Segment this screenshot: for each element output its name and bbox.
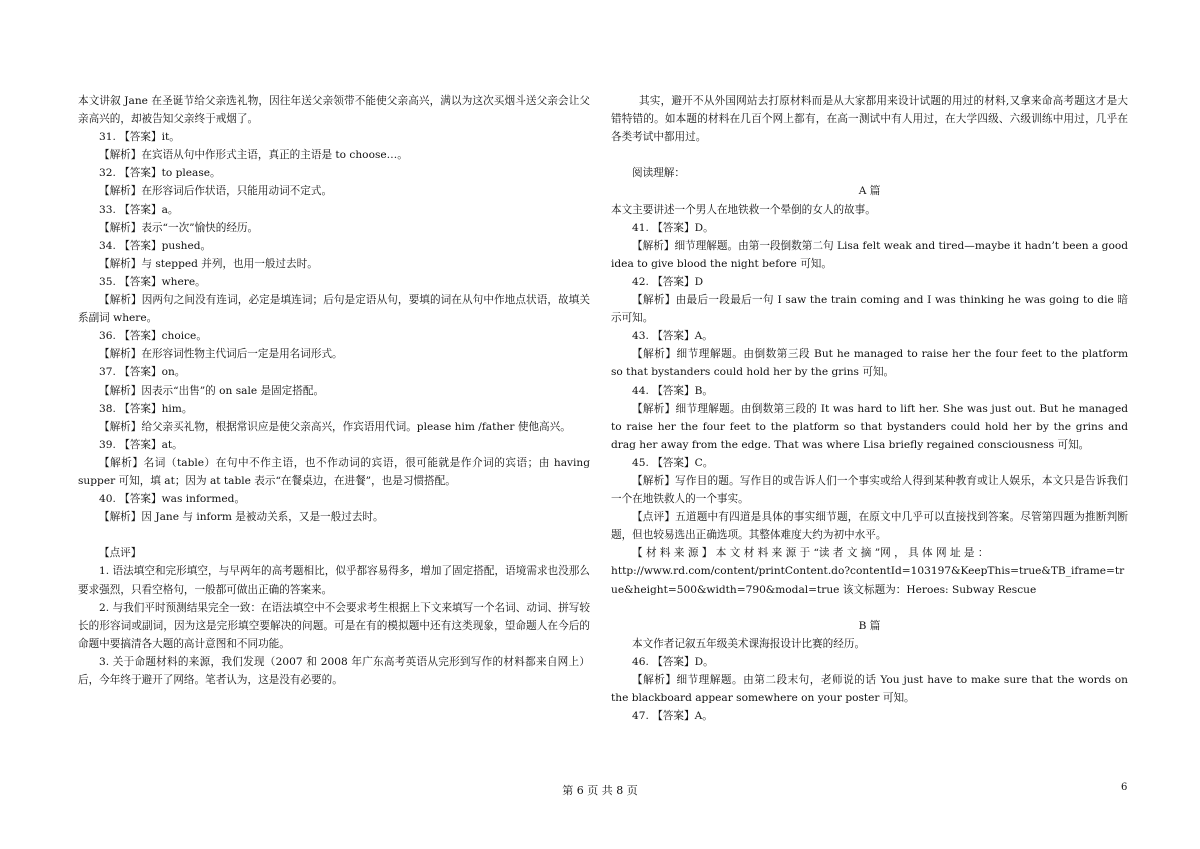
section-a-summary: 本文主要讲述一个男人在地铁救一个晕倒的女人的故事。 xyxy=(611,203,876,216)
section-b-title: B 篇 xyxy=(858,619,881,632)
answer-45: 45. 【答案】C。 xyxy=(632,456,714,469)
reading-heading: 阅读理解： xyxy=(632,167,685,180)
source-url-text: http://www.rd.com/content/printContent.do?contentId=103197&KeepThis=true&TB_iframe=true&height=500&width=790&modal=true xyxy=(611,565,1125,596)
analysis-34: 【解析】与 stepped 并列，也用一般过去时。 xyxy=(99,257,318,270)
material-source-url xyxy=(611,562,1128,598)
closing-remark: 其实，避开不从外国网站去打原材料而是从大家都用来设计试题的用过的材料,又拿来命高考题这才是大错特错的。如本题的材料在几百个网上都有，在高一测试中有人用过，在大学四级、六级训练中用过，几乎在各类考试中都用过。 xyxy=(611,95,1128,144)
left-column xyxy=(78,92,590,689)
answer-36: 36. 【答案】choice。 xyxy=(99,330,207,343)
right-column xyxy=(611,92,1128,725)
answer-33: 33. 【答案】a。 xyxy=(99,203,179,216)
answer-31: 31. 【答案】it。 xyxy=(99,131,180,144)
analysis-40: 【解析】因 Jane 与 inform 是被动关系，又是一般过去时。 xyxy=(99,511,384,524)
analysis-46: 【解析】细节理解题。由第二段末句，老师说的话 You just have to make sure that the words on the blackboard appear somewhere on your poster 可知。 xyxy=(611,674,1128,705)
comment-2: 2. 与我们平时预测结果完全一致：在语法填空中不会要求考生根据上下文来填写一个名词、动词、拼写较长的形容词或副词，因为这是完形填空要解决的问题。可是在有的模拟题中还有这类现象，望命题人在今后的命题中要搞清各大题的高计意图和不同功能。 xyxy=(78,601,590,650)
section-a-title: A 篇 xyxy=(858,185,881,198)
analysis-44: 【解析】细节理解题。由倒数第三段的 It was hard to lift her. She was just out. But he managed to raise her the four feet to the platform so that bystanders could hold her by the grins and drag her away from the edge. That was where Lisa briefly regained consciousness 可知。 xyxy=(611,402,1128,451)
answer-35: 35. 【答案】where。 xyxy=(99,275,206,288)
analysis-35: 【解析】因两句之间没有连词，必定是填连词；后句是定语从句，要填的词在从句中作地点状语，故填关系副词 where。 xyxy=(78,294,590,325)
source-title-text: 该文标题为：Heroes: Subway Rescue xyxy=(842,583,1037,596)
comment-1: 1. 语法填空和完形填空，与早两年的高考题相比，似乎都容易得多，增加了固定搭配，语境需求也没那么要求强烈，只看空格句，一般都可做出正确的答案来。 xyxy=(78,565,590,596)
answer-34: 34. 【答案】pushed。 xyxy=(99,239,212,252)
analysis-32: 【解析】在形容词后作状语，只能用动词不定式。 xyxy=(99,185,333,198)
analysis-43: 【解析】细节理解题。由倒数第三段 But he managed to raise her the four feet to the platform so that bystanders could hold her by the grins 可知。 xyxy=(611,348,1128,379)
analysis-37: 【解析】因表示“出售”的 on sale 是固定搭配。 xyxy=(99,384,325,397)
answer-32: 32. 【答案】to please。 xyxy=(99,167,221,180)
answer-41: 41. 【答案】D。 xyxy=(632,221,714,234)
analysis-41: 【解析】细节理解题。由第一段倒数第二句 Lisa felt weak and tired—maybe it hadn’t been a good idea to give blood the night before 可知。 xyxy=(611,239,1128,270)
section-a-comment: 【点评】五道题中有四道是具体的事实细节题，在原文中几乎可以直接找到答案。尽管第四题为推断判断题，但也较易选出正确选项。其整体难度大约为初中水平。 xyxy=(611,511,1128,542)
analysis-36: 【解析】在形容词性物主代词后一定是用名词形式。 xyxy=(99,348,343,361)
answer-39: 39. 【答案】at。 xyxy=(99,438,183,451)
answer-43: 43. 【答案】A。 xyxy=(632,330,713,343)
passage-summary: 本文讲叙 Jane 在圣诞节给父亲选礼物，因往年送父亲领带不能使父亲高兴，满以为这次买烟斗送父亲会让父亲高兴的，却被告知父亲终于戒烟了。 xyxy=(78,95,590,126)
analysis-42: 【解析】由最后一段最后一句 I saw the train coming and I was thinking he was going to die 暗示可知。 xyxy=(611,294,1128,325)
answer-42: 42. 【答案】D xyxy=(632,275,704,288)
answer-46: 46. 【答案】D。 xyxy=(632,655,714,668)
answer-44: 44. 【答案】B。 xyxy=(632,384,713,397)
answer-40: 40. 【答案】was informed。 xyxy=(99,493,246,506)
analysis-33: 【解析】表示“一次”愉快的经历。 xyxy=(99,221,259,234)
answer-38: 38. 【答案】him。 xyxy=(99,402,193,415)
analysis-45: 【解析】写作目的题。写作目的或告诉人们一个事实或给人得到某种教育或让人娱乐，本文只是告诉我们一个在地铁救人的一个事实。 xyxy=(611,474,1128,506)
analysis-38: 【解析】给父亲买礼物，根据常识应是使父亲高兴，作宾语用代词。please him /father 使他高兴。 xyxy=(99,420,571,433)
page-number: 6 xyxy=(1121,782,1128,793)
analysis-31: 【解析】在宾语从句中作形式主语，真正的主语是 to choose…。 xyxy=(99,149,408,162)
section-b-summary: 本文作者记叙五年级美术课海报设计比赛的经历。 xyxy=(632,637,866,650)
answer-37: 37. 【答案】on。 xyxy=(99,366,186,379)
comment-3: 3. 关于命题材料的来源，我们发现（2007 和 2008 年广东高考英语从完形到写作的材料都来自网上）后，今年终于避开了网络。笔者认为，这是没有必要的。 xyxy=(78,655,590,686)
comment-heading: 【点评】 xyxy=(99,547,142,560)
analysis-39: 【解析】名词（table）在句中不作主语，也不作动词的宾语，很可能就是作介词的宾语；由 having supper 可知，填 at；因为 at table 表示“在餐桌边，在进餐”，也是习惯搭配。 xyxy=(78,456,590,487)
material-source-label: 【 材 料 来 源 】 本 文 材 料 来 源 于 “读 者 文 摘 ”网 ， 具 体 网 址 是 ： xyxy=(632,547,989,560)
answer-47: 47. 【答案】A。 xyxy=(632,710,713,723)
page-footer: 第 6 页 共 8 页 xyxy=(562,784,638,797)
